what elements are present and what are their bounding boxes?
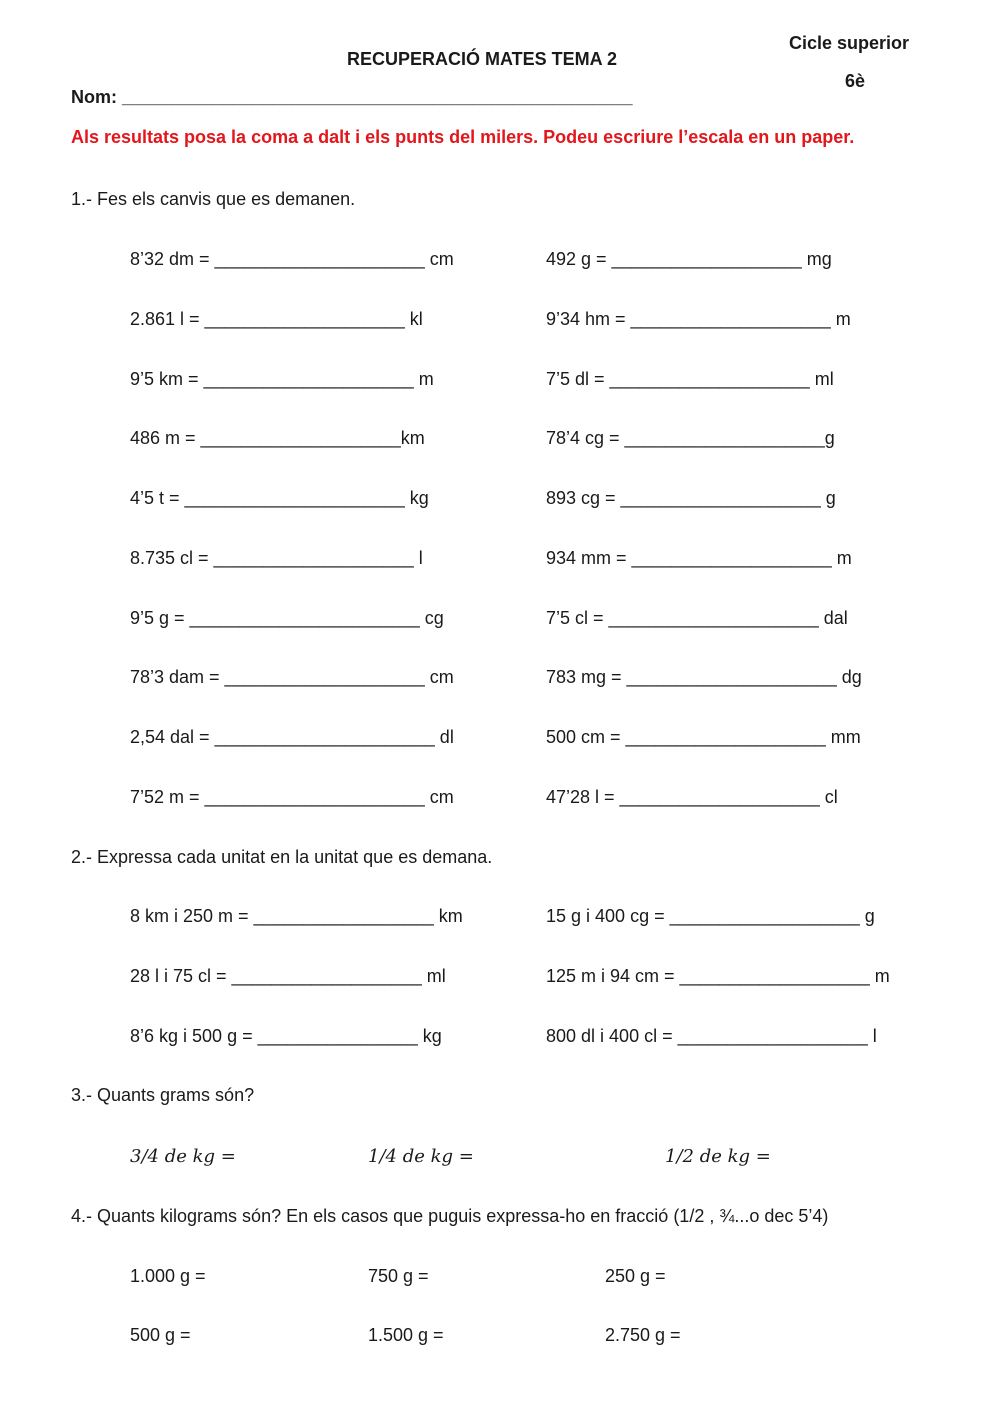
- exercise-2-right-3[interactable]: 800 dl i 400 cl = ___________________ l: [546, 1026, 877, 1046]
- exercise-1-right-9[interactable]: 500 cm = ____________________ mm: [546, 727, 861, 747]
- exercise-1-right-1[interactable]: 492 g = ___________________ mg: [546, 249, 832, 269]
- exercise-1-right-8[interactable]: 783 mg = _____________________ dg: [546, 667, 862, 687]
- cycle-label: Cicle superior: [789, 33, 910, 53]
- exercise-2-left-3[interactable]: 8’6 kg i 500 g = ________________ kg: [130, 1026, 442, 1046]
- exercise-3-item-2[interactable]: 1/4 de kg =: [368, 1146, 474, 1167]
- exercise-1-right-7[interactable]: 7’5 cl = _____________________ dal: [546, 608, 848, 628]
- exercise-1-right-5[interactable]: 893 cg = ____________________ g: [546, 488, 836, 508]
- exercise-4-item-3[interactable]: 250 g =: [605, 1266, 666, 1286]
- exercise-1-right-6[interactable]: 934 mm = ____________________ m: [546, 548, 852, 568]
- exercise-4-item-5[interactable]: 1.500 g =: [368, 1325, 444, 1345]
- exercise-4-item-4[interactable]: 500 g =: [130, 1325, 191, 1345]
- section-3-title: 3.- Quants grams són?: [71, 1085, 255, 1105]
- exercise-3-item-3[interactable]: 1/2 de kg =: [665, 1146, 771, 1167]
- exercise-1-left-4[interactable]: 486 m = ____________________km: [130, 428, 425, 448]
- exercise-1-left-2[interactable]: 2.861 l = ____________________ kl: [130, 309, 423, 329]
- exercise-1-right-4[interactable]: 78’4 cg = ____________________g: [546, 428, 835, 448]
- exercise-1-left-8[interactable]: 78’3 dam = ____________________ cm: [130, 667, 454, 687]
- exercise-1-left-5[interactable]: 4’5 t = ______________________ kg: [130, 488, 429, 508]
- exercise-4-item-1[interactable]: 1.000 g =: [130, 1266, 206, 1286]
- section-4-title: 4.- Quants kilograms són? En els casos que puguis expressa-ho en fracció (1/2 , ¾...o dec 5’4): [71, 1206, 829, 1226]
- exercise-1-left-1[interactable]: 8’32 dm = _____________________ cm: [130, 249, 454, 269]
- exercise-2-left-2[interactable]: 28 l i 75 cl = ___________________ ml: [130, 966, 446, 986]
- exercise-1-right-2[interactable]: 9’34 hm = ____________________ m: [546, 309, 851, 329]
- exercise-3-item-1[interactable]: 3/4 de kg =: [130, 1146, 236, 1167]
- instructions-text: Als resultats posa la coma a dalt i els punts del milers. Podeu escriure l’escala en un paper.: [71, 127, 855, 147]
- page-title: RECUPERACIÓ MATES TEMA 2: [347, 49, 618, 69]
- exercise-1-right-3[interactable]: 7’5 dl = ____________________ ml: [546, 369, 834, 389]
- exercise-1-left-3[interactable]: 9’5 km = _____________________ m: [130, 369, 434, 389]
- exercise-2-right-2[interactable]: 125 m i 94 cm = ___________________ m: [546, 966, 890, 986]
- exercise-1-left-10[interactable]: 7’52 m = ______________________ cm: [130, 787, 454, 807]
- section-1-title: 1.- Fes els canvis que es demanen.: [71, 189, 356, 209]
- grade-label: 6è: [845, 71, 866, 91]
- exercise-1-left-7[interactable]: 9’5 g = _______________________ cg: [130, 608, 444, 628]
- exercise-1-right-10[interactable]: 47’28 l = ____________________ cl: [546, 787, 838, 807]
- exercise-2-left-1[interactable]: 8 km i 250 m = __________________ km: [130, 906, 463, 926]
- section-2-title: 2.- Expressa cada unitat en la unitat que es demana.: [71, 847, 493, 867]
- exercise-4-item-6[interactable]: 2.750 g =: [605, 1325, 681, 1345]
- exercise-4-item-2[interactable]: 750 g =: [368, 1266, 429, 1286]
- exercise-1-left-9[interactable]: 2,54 dal = ______________________ dl: [130, 727, 454, 747]
- exercise-2-right-1[interactable]: 15 g i 400 cg = ___________________ g: [546, 906, 875, 926]
- exercise-1-left-6[interactable]: 8.735 cl = ____________________ l: [130, 548, 423, 568]
- name-field[interactable]: Nom: ___________________________________________________: [71, 87, 633, 107]
